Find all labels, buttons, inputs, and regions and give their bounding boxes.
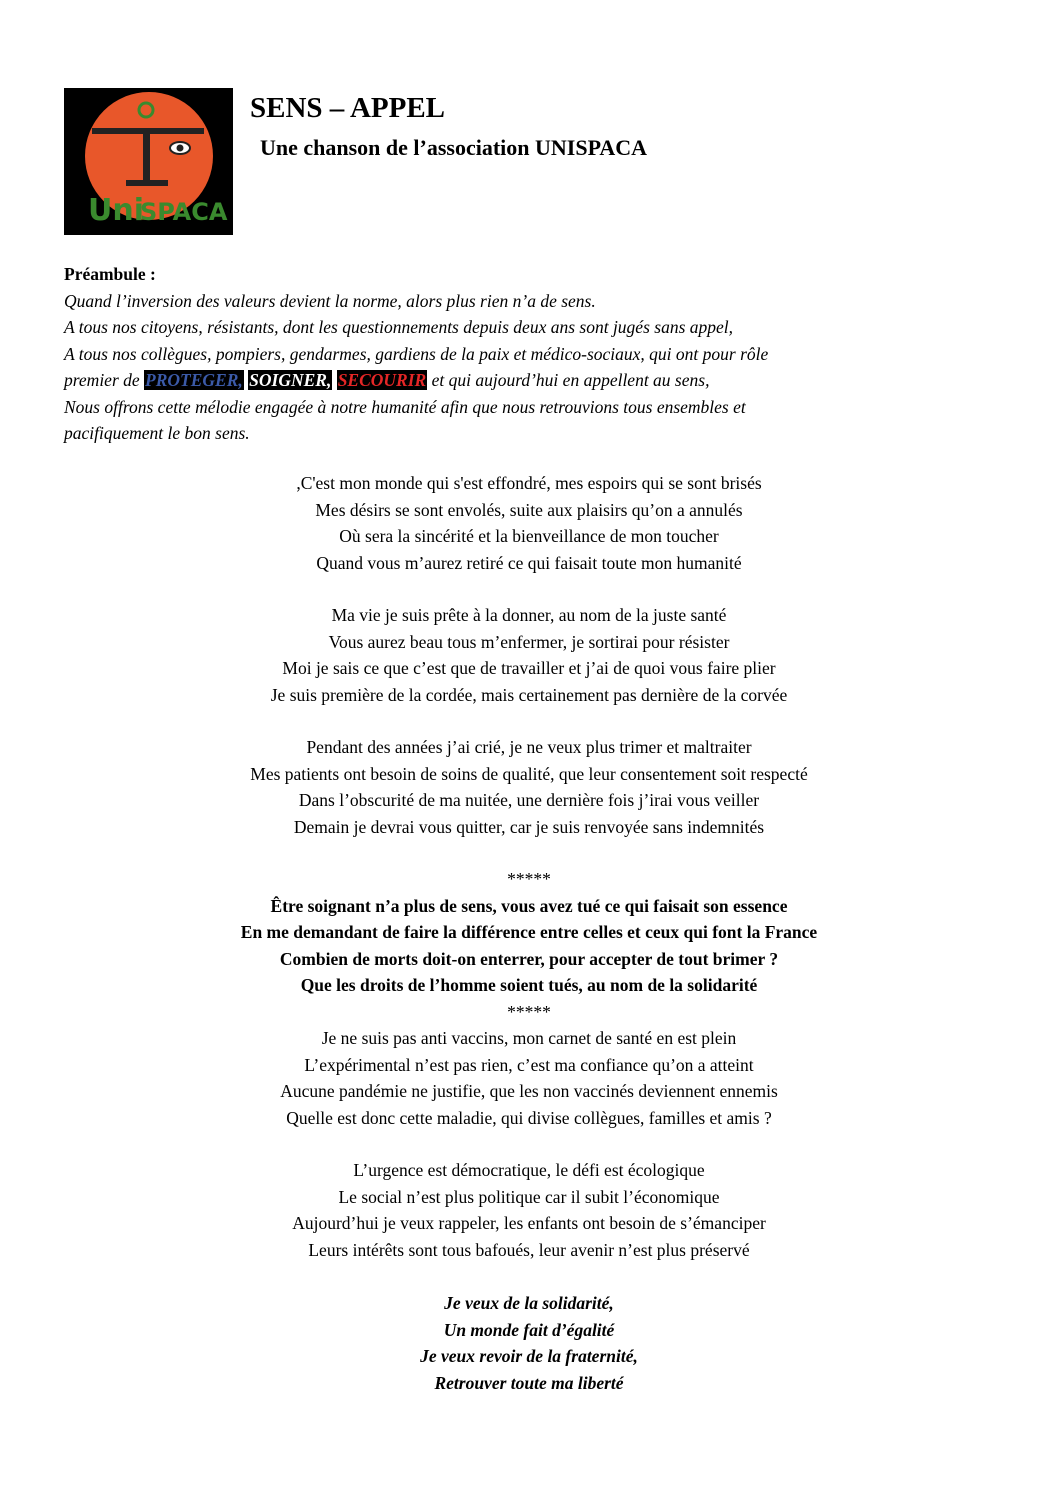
chorus [0,866,1058,1025]
svg-text:SPACA: SPACA [140,198,228,226]
verse-line: L’expérimental n’est pas rien, c’est ma confiance qu’on a atteint [304,1054,754,1075]
stanza-1 [0,470,1058,576]
refrain-line: Retrouver toute ma liberté [434,1372,624,1393]
verse-line: Demain je devrai vous quitter, car je suis renvoyée sans indemnités [293,816,765,837]
refrain-line: Je veux de la solidarité, [444,1293,614,1313]
verse-line: Mes désirs se sont envolés, suite aux plaisirs qu’on a annulés [315,499,743,520]
verse-line: Dans l’obscurité de ma nuitée, une dernière fois j’irai vous veiller [298,790,760,810]
separator: ***** [507,1001,551,1022]
verse-line: L’urgence est démocratique, le défi est écologique [353,1160,705,1180]
preamble-line: A tous nos citoyens, résistants, dont les questionnements depuis deux ans sont jugés sans appel, [64,317,734,337]
preamble-text: et qui aujourd’hui en appellent au sens, [427,370,710,390]
verse-line: Où sera la sincérité et la bienveillance de mon toucher [339,526,719,546]
verse-line: Pendant des années j’ai crié, je ne veux plus trimer et maltraiter [306,737,752,757]
verse-line: Je suis première de la cordée, mais certainement pas dernière de la corvée [270,684,788,705]
preamble-line: pacifiquement le bon sens. [64,423,250,443]
verse-line: Le social n’est plus politique car il subit l’économique [338,1186,720,1207]
preamble-line: Nous offrons cette mélodie engagée à notre humanité afin que nous retrouvions tous ensembles et [64,396,746,417]
refrain-line: Je veux revoir de la fraternité, [420,1346,638,1366]
preamble [64,261,1024,447]
verse-line: ,C'est mon monde qui s'est effondré, mes espoirs qui se sont brisés [296,473,762,493]
unispaca-logo [64,88,233,235]
verse-line: Leurs intérêts sont tous bafoués, leur avenir n’est plus préservé [308,1239,750,1260]
preamble-line: Quand l’inversion des valeurs devient la norme, alors plus rien n’a de sens. [64,290,596,311]
verse-line: Je ne suis pas anti vaccins, mon carnet de santé en est plein [321,1028,737,1048]
preamble-heading: Préambule : [64,264,156,284]
refrain-line: Un monde fait d’égalité [443,1319,615,1340]
highlight-soigner: SOIGNER, [249,370,332,390]
logo-icon [64,88,233,235]
preamble-line-highlighted [64,367,1024,394]
verse-line: Moi je sais ce que c’est que de travailler et j’ai de quoi vous faire plier [282,658,776,678]
stanza-4 [0,1025,1058,1131]
separator: ***** [507,869,551,889]
verse-line: Mes patients ont besoin de soins de qualité, que leur consentement soit respecté [250,763,808,784]
verse-line: Aucune pandémie ne justifie, que les non vaccinés deviennent ennemis [280,1081,778,1101]
song-subtitle: Une chanson de l’association UNISPACA [260,135,648,160]
svg-text:Uni: Uni [88,193,145,228]
preamble-line: A tous nos collègues, pompiers, gendarmes, gardiens de la paix et médico-sociaux, qui ont pour rôle [64,343,769,364]
final-refrain [0,1290,1058,1396]
preamble-text: premier de [64,370,145,390]
stanza-2 [0,602,1058,708]
highlight-proteger: PROTEGER, [145,370,243,390]
chorus-line: En me demandant de faire la différence entre celles et ceux qui font la France [240,922,818,942]
chorus-line: Combien de morts doit-on enterrer, pour accepter de tout brimer ? [279,948,779,969]
chorus-line: Être soignant n’a plus de sens, vous avez tué ce qui faisait son essence [270,895,788,916]
stanza-3 [0,734,1058,840]
song-title: SENS – APPEL [250,92,445,124]
chorus-line: Que les droits de l’homme soient tués, au nom de la solidarité [300,975,758,995]
verse-line: Aujourd’hui je veux rappeler, les enfants ont besoin de s’émanciper [292,1213,766,1233]
verse-line: Quand vous m’aurez retiré ce qui faisait toute mon humanité [316,552,742,573]
verse-line: Quelle est donc cette maladie, qui divise collègues, familles et amis ? [286,1107,772,1128]
stanza-5 [0,1157,1058,1263]
verse-line: Ma vie je suis prête à la donner, au nom de la juste santé [331,605,727,625]
highlight-secourir: SECOURIR [337,370,427,390]
verse-line: Vous aurez beau tous m’enfermer, je sortirai pour résister [328,631,730,652]
